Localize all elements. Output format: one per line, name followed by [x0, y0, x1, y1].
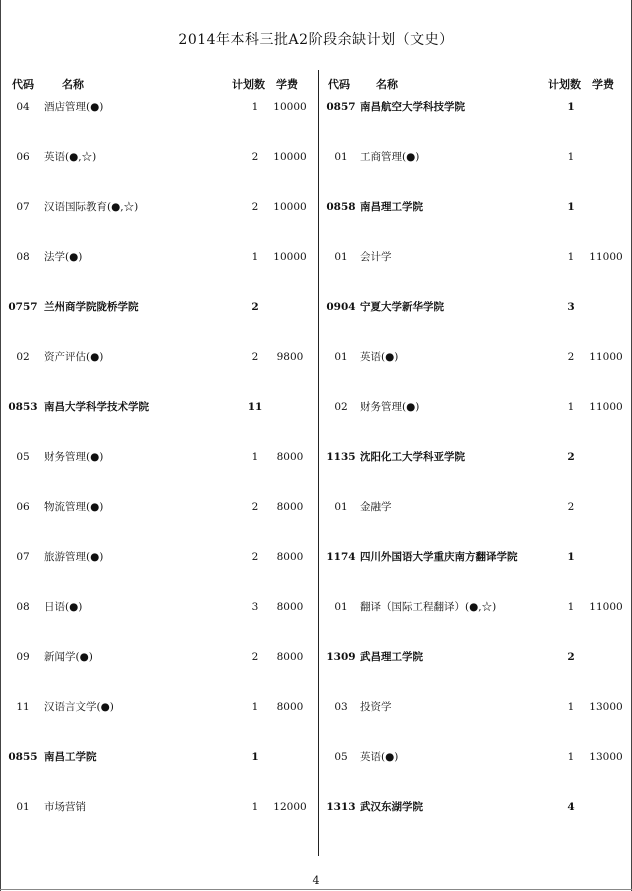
name-cell: 兰州商学院陇桥学院 — [44, 301, 139, 313]
page-title: 2014年本科三批A2阶段余缺计划（文史） — [178, 32, 454, 48]
name-cell: 工商管理(●) — [360, 151, 420, 163]
plan-cell: 3 — [251, 601, 259, 613]
fee-cell: 8000 — [276, 501, 304, 513]
name-cell: 财务管理(●) — [360, 401, 420, 413]
fee-cell: 8000 — [276, 451, 304, 463]
plan-cell: 1 — [567, 551, 575, 563]
header-plan-right: 计划数 — [548, 78, 581, 91]
plan-cell: 2 — [251, 501, 259, 513]
plan-cell: 2 — [251, 201, 259, 213]
header-plan-left: 计划数 — [232, 78, 265, 91]
header-name-left: 名称 — [62, 78, 84, 91]
code-cell: 06 — [16, 151, 30, 163]
plan-cell: 1 — [251, 801, 259, 813]
school-row — [0, 449, 632, 465]
school-row — [0, 199, 632, 215]
name-cell: 市场营销 — [44, 801, 86, 813]
code-cell: 01 — [16, 801, 30, 813]
header-code-left: 代码 — [12, 78, 34, 91]
plan-cell: 1 — [567, 751, 575, 763]
plan-cell: 1 — [567, 201, 575, 213]
code-cell: 01 — [334, 601, 348, 613]
fee-cell: 8000 — [276, 651, 304, 663]
name-cell: 日语(●) — [44, 601, 83, 613]
code-cell: 0757 — [8, 301, 38, 313]
code-cell: 03 — [334, 701, 348, 713]
code-cell: 0857 — [326, 101, 356, 113]
name-cell: 法学(●) — [44, 251, 83, 263]
name-cell: 宁夏大学新华学院 — [360, 301, 444, 313]
fee-cell: 11000 — [589, 351, 623, 363]
plan-cell: 2 — [251, 351, 259, 363]
major-row — [0, 399, 632, 415]
code-cell: 0904 — [326, 301, 356, 313]
fee-cell: 9800 — [276, 351, 304, 363]
major-row — [0, 599, 632, 615]
fee-cell: 11000 — [589, 251, 623, 263]
plan-cell: 1 — [567, 601, 575, 613]
name-cell: 物流管理(●) — [44, 501, 104, 513]
name-cell: 南昌大学科学技术学院 — [44, 401, 149, 413]
major-row — [0, 749, 632, 765]
fee-cell: 10000 — [273, 201, 307, 213]
code-cell: 09 — [16, 651, 30, 663]
code-cell: 01 — [334, 151, 348, 163]
fee-cell: 11000 — [589, 401, 623, 413]
code-cell: 08 — [16, 601, 30, 613]
major-row — [0, 249, 632, 265]
plan-cell: 2 — [251, 651, 259, 663]
name-cell: 南昌理工学院 — [360, 201, 423, 213]
code-cell: 07 — [16, 201, 30, 213]
code-cell: 01 — [334, 251, 348, 263]
name-cell: 南昌工学院 — [44, 751, 97, 763]
fee-cell: 13000 — [589, 701, 623, 713]
school-row — [0, 299, 632, 315]
fee-cell: 8000 — [276, 701, 304, 713]
major-row — [0, 699, 632, 715]
code-cell: 1313 — [326, 801, 356, 813]
plan-cell: 1 — [251, 101, 259, 113]
code-cell: 01 — [334, 501, 348, 513]
major-row — [0, 149, 632, 165]
code-cell: 1135 — [326, 451, 356, 463]
plan-cell: 2 — [567, 351, 575, 363]
name-cell: 资产评估(●) — [44, 351, 104, 363]
header-code-right: 代码 — [328, 78, 350, 91]
name-cell: 金融学 — [360, 501, 392, 513]
school-row — [0, 649, 632, 665]
name-cell: 四川外国语大学重庆南方翻译学院 — [360, 551, 518, 563]
name-cell: 会计学 — [360, 251, 392, 263]
name-cell: 英语(●) — [360, 351, 399, 363]
fee-cell: 8000 — [276, 551, 304, 563]
plan-cell: 1 — [251, 701, 259, 713]
code-cell: 05 — [334, 751, 348, 763]
name-cell: 南昌航空大学科技学院 — [360, 101, 465, 113]
code-cell: 08 — [16, 251, 30, 263]
plan-cell: 1 — [567, 251, 575, 263]
plan-cell: 3 — [567, 301, 575, 313]
name-cell: 汉语言文学(●) — [44, 701, 114, 713]
code-cell: 05 — [16, 451, 30, 463]
major-row — [0, 349, 632, 365]
plan-cell: 2 — [567, 501, 575, 513]
school-row — [0, 99, 632, 115]
page-bottom-border — [0, 889, 632, 890]
code-cell: 1174 — [326, 551, 356, 563]
name-cell: 投资学 — [360, 701, 392, 713]
name-cell: 武昌理工学院 — [360, 651, 423, 663]
plan-cell: 1 — [567, 101, 575, 113]
plan-cell: 4 — [567, 801, 575, 813]
name-cell: 新闻学(●) — [44, 651, 93, 663]
fee-cell: 11000 — [589, 601, 623, 613]
code-cell: 02 — [334, 401, 348, 413]
plan-cell: 2 — [251, 301, 259, 313]
plan-cell: 1 — [251, 451, 259, 463]
fee-cell: 10000 — [273, 151, 307, 163]
code-cell: 1309 — [326, 651, 356, 663]
name-cell: 汉语国际教育(●,☆) — [44, 201, 139, 213]
fee-cell: 13000 — [589, 751, 623, 763]
fee-cell: 10000 — [273, 251, 307, 263]
name-cell: 酒店管理(●) — [44, 101, 104, 113]
school-row — [0, 549, 632, 565]
name-cell: 沈阳化工大学科亚学院 — [360, 451, 465, 463]
plan-cell: 1 — [567, 151, 575, 163]
name-cell: 财务管理(●) — [44, 451, 104, 463]
plan-cell: 1 — [567, 701, 575, 713]
plan-cell: 1 — [567, 401, 575, 413]
header-name-right: 名称 — [376, 78, 398, 91]
name-cell: 旅游管理(●) — [44, 551, 104, 563]
code-cell: 02 — [16, 351, 30, 363]
header-fee-left: 学费 — [276, 78, 298, 91]
code-cell: 04 — [16, 101, 30, 113]
code-cell: 11 — [16, 701, 30, 713]
fee-cell: 12000 — [273, 801, 307, 813]
fee-cell: 10000 — [273, 101, 307, 113]
plan-cell: 2 — [567, 451, 575, 463]
name-cell: 英语(●,☆) — [44, 151, 97, 163]
code-cell: 0853 — [8, 401, 38, 413]
code-cell: 07 — [16, 551, 30, 563]
code-cell: 0858 — [326, 201, 356, 213]
name-cell: 武汉东湖学院 — [360, 801, 423, 813]
plan-cell: 1 — [251, 751, 259, 763]
plan-cell: 11 — [247, 401, 263, 413]
page-number: 4 — [312, 874, 320, 887]
fee-cell: 8000 — [276, 601, 304, 613]
major-row — [0, 499, 632, 515]
name-cell: 英语(●) — [360, 751, 399, 763]
plan-cell: 2 — [251, 551, 259, 563]
plan-cell: 2 — [567, 651, 575, 663]
school-row — [0, 799, 632, 815]
name-cell: 翻译（国际工程翻译）(●,☆) — [360, 601, 497, 613]
code-cell: 06 — [16, 501, 30, 513]
plan-cell: 2 — [251, 151, 259, 163]
header-fee-right: 学费 — [592, 78, 614, 91]
code-cell: 01 — [334, 351, 348, 363]
code-cell: 0855 — [8, 751, 38, 763]
plan-cell: 1 — [251, 251, 259, 263]
